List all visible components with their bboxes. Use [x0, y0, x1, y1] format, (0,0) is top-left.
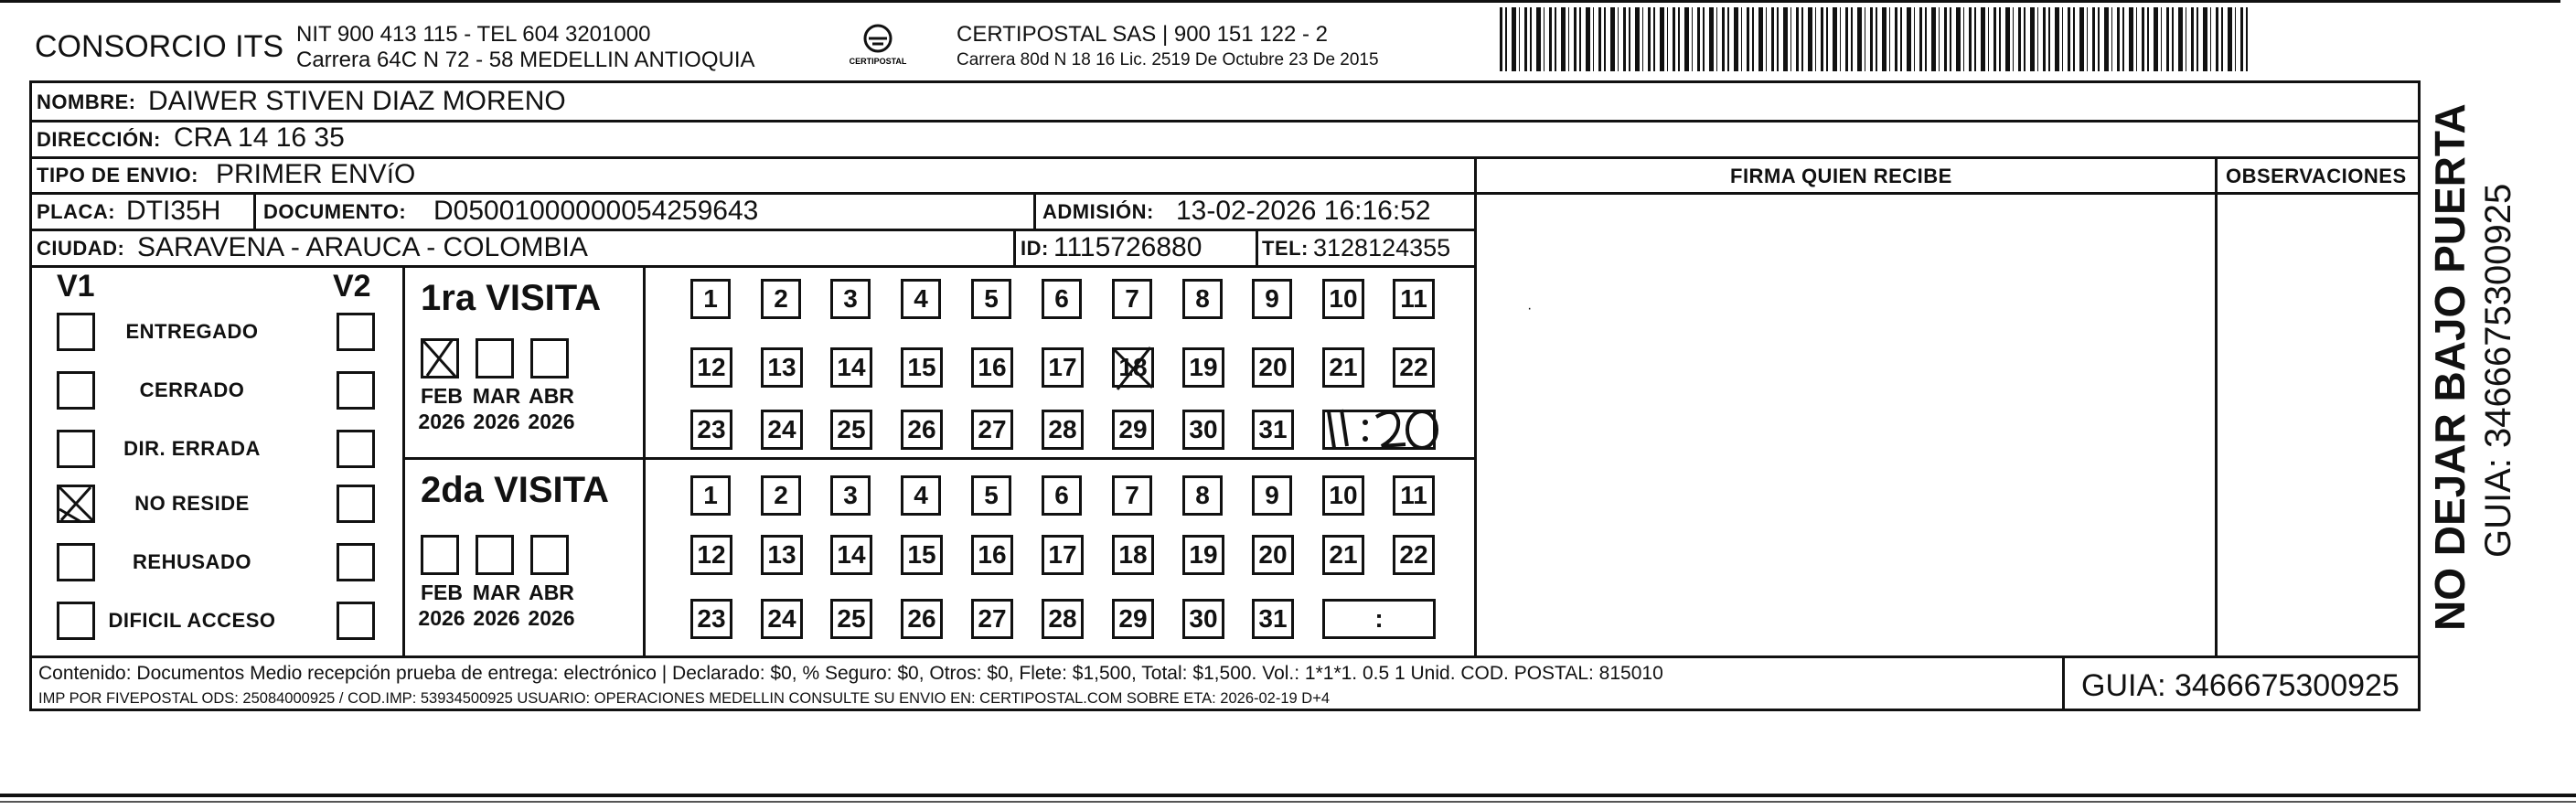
direccion-label: DIRECCIÓN:: [37, 128, 161, 151]
day-box[interactable]: 10: [1322, 475, 1364, 516]
id-label: ID:: [1021, 237, 1049, 260]
day-box[interactable]: 28: [1042, 599, 1084, 639]
year-label: 2026: [528, 606, 575, 630]
day-box[interactable]: 11: [1393, 475, 1435, 516]
day-box[interactable]: 11: [1393, 279, 1435, 319]
firma-header: FIRMA QUIEN RECIBE: [1730, 165, 1952, 187]
col-rule-firma: [1474, 156, 1477, 655]
nombre-value: DAIWER STIVEN DIAZ MORENO: [148, 86, 566, 116]
month-label: MAR: [472, 581, 521, 604]
col-rule-tel: [1256, 229, 1258, 265]
day-box[interactable]: 5: [971, 279, 1011, 319]
tel-label: TEL:: [1262, 237, 1309, 260]
day-box[interactable]: 26: [901, 410, 943, 450]
day-box[interactable]: 27: [971, 599, 1013, 639]
company-name: CONSORCIO ITS: [35, 29, 284, 64]
certipostal-logo: [841, 22, 914, 73]
month-checkbox[interactable]: [421, 338, 459, 378]
day-box[interactable]: 29: [1112, 599, 1154, 639]
visit1-title: 1ra VISITA: [421, 278, 602, 318]
v2-header: V2: [333, 269, 371, 304]
day-box[interactable]: 31: [1252, 599, 1294, 639]
stray-mark: ·: [1527, 301, 1533, 316]
month-label: ABR: [529, 581, 574, 604]
day-box[interactable]: 21: [1322, 347, 1364, 388]
tipo-envio-value: PRIMER ENVíO: [216, 159, 416, 189]
day-box[interactable]: 12: [690, 347, 732, 388]
day-box[interactable]: 8: [1182, 475, 1223, 516]
day-box[interactable]: 20: [1252, 347, 1294, 388]
direccion-value: CRA 14 16 35: [174, 123, 345, 153]
day-box[interactable]: 14: [830, 347, 872, 388]
year-label: 2026: [418, 606, 465, 630]
id-value: 1115726880: [1053, 232, 1202, 262]
documento-value: D05001000000054259643: [433, 196, 759, 226]
day-box[interactable]: 7: [1112, 475, 1152, 516]
top-rule: [0, 0, 2560, 3]
placa-value: DTI35H: [126, 196, 221, 226]
nombre-label: NOMBRE:: [37, 91, 136, 113]
barcode: [1500, 7, 2250, 71]
day-box[interactable]: 12: [690, 535, 732, 575]
day-box[interactable]: 19: [1182, 535, 1224, 575]
certipostal-logo-icon: [841, 22, 914, 73]
side-guia: GUIA: 3466675300925: [2478, 183, 2518, 558]
month-checkbox[interactable]: [476, 535, 514, 575]
ciudad-label: CIUDAD:: [37, 237, 125, 260]
day-box[interactable]: 1: [690, 279, 731, 319]
month-checkbox[interactable]: [421, 535, 459, 575]
row-rule-3: [29, 192, 2421, 195]
day-box[interactable]: 9: [1252, 475, 1292, 516]
status-label: REHUSADO: [133, 550, 251, 573]
day-box[interactable]: 15: [901, 535, 943, 575]
status-label: ENTREGADO: [125, 320, 259, 343]
col-rule-id: [1013, 229, 1016, 265]
year-label: 2026: [528, 410, 575, 433]
v1-header: V1: [57, 269, 95, 304]
col-rule-days: [643, 265, 646, 655]
day-box[interactable]: 14: [830, 535, 872, 575]
day-box[interactable]: 18: [1112, 535, 1154, 575]
day-box[interactable]: 6: [1042, 475, 1082, 516]
month-checkbox[interactable]: [530, 338, 569, 378]
day-box[interactable]: 23: [690, 599, 732, 639]
day-box[interactable]: 2: [761, 475, 801, 516]
day-box[interactable]: 13: [761, 535, 803, 575]
footer-imp: IMP POR FIVEPOSTAL ODS: 25084000925 / COD.IMP: 53934500925 USUARIO: OPERACIONES MEDELLIN CONSULTE SU ENVIO EN: CERTIPOSTAL.COM SOBRE ETA: 2026-02-19 D+4: [38, 690, 1331, 707]
v2-checkbox[interactable]: [337, 485, 375, 523]
v2-checkbox[interactable]: [337, 371, 375, 410]
day-box[interactable]: 3: [830, 475, 871, 516]
day-box[interactable]: 29: [1112, 410, 1154, 450]
day-box[interactable]: 17: [1042, 347, 1084, 388]
admision-label: ADMISIÓN:: [1042, 200, 1154, 223]
year-label: 2026: [473, 410, 520, 433]
time-box[interactable]: :: [1322, 599, 1436, 639]
tipo-envio-label: TIPO DE ENVIO:: [37, 164, 198, 187]
month-label: FEB: [421, 581, 463, 604]
footer-contenido: Contenido: Documentos Medio recepción prueba de entrega: electrónico | Declarado: $0, % Seguro: $0, Otros: $0, Flete: $1,500, Total: $1,500. Vol.: 1*1*1. 0.5 1 Unid. COD. POSTAL: 815010: [38, 663, 1663, 684]
visit2-title: 2da VISITA: [421, 470, 609, 510]
handwritten-time-mark: [1321, 404, 1440, 453]
col-rule-placa: [253, 192, 256, 229]
day-box[interactable]: 28: [1042, 410, 1084, 450]
day-box[interactable]: 31: [1252, 410, 1294, 450]
day-box[interactable]: 22: [1393, 347, 1435, 388]
check-x-icon: [1108, 344, 1160, 393]
day-box[interactable]: 30: [1182, 410, 1224, 450]
day-box[interactable]: 4: [901, 475, 941, 516]
day-box[interactable]: 21: [1322, 535, 1364, 575]
tel-value: 3128124355: [1313, 234, 1451, 261]
day-box[interactable]: 7: [1112, 279, 1152, 319]
day-box[interactable]: 23: [690, 410, 732, 450]
side-warning: NO DEJAR BAJO PUERTA: [2426, 103, 2474, 631]
month-label: ABR: [529, 384, 574, 408]
row-rule-5: [29, 265, 1474, 268]
day-box[interactable]: 8: [1182, 279, 1223, 319]
day-box[interactable]: 10: [1322, 279, 1364, 319]
footer-guia: GUIA: 3466675300925: [2081, 668, 2400, 703]
company-address: Carrera 64C N 72 - 58 MEDELLIN ANTIOQUIA: [296, 48, 755, 72]
check-x-icon: [418, 336, 464, 383]
col-rule-admision: [1033, 192, 1036, 229]
col-rule-guia: [2062, 655, 2065, 711]
documento-label: DOCUMENTO:: [263, 200, 407, 223]
month-label: FEB: [421, 384, 463, 408]
day-box[interactable]: 2: [761, 279, 801, 319]
row-rule-1: [29, 120, 2421, 123]
day-box[interactable]: 16: [971, 347, 1013, 388]
month-label: MAR: [472, 384, 521, 408]
bottom-rule-1: [0, 794, 2576, 797]
day-box[interactable]: 4: [901, 279, 941, 319]
day-box[interactable]: 5: [971, 475, 1011, 516]
day-box[interactable]: 15: [901, 347, 943, 388]
day-box[interactable]: 26: [901, 599, 943, 639]
col-rule-obs: [2215, 156, 2218, 655]
status-label: DIR. ERRADA: [123, 437, 261, 460]
day-box[interactable]: 30: [1182, 599, 1224, 639]
bottom-rule-2: [0, 801, 2576, 803]
day-check-mark: [1108, 344, 1160, 398]
carrier-line: CERTIPOSTAL SAS | 900 151 122 - 2: [957, 22, 1328, 47]
status-label: CERRADO: [139, 378, 245, 401]
col-rule-status: [402, 265, 405, 655]
month-checkbox[interactable]: [476, 338, 514, 378]
day-box[interactable]: 25: [830, 410, 872, 450]
month-checkbox[interactable]: [530, 535, 569, 575]
day-box[interactable]: 25: [830, 599, 872, 639]
observaciones-header: OBSERVACIONES: [2226, 165, 2407, 187]
day-box[interactable]: 1: [690, 475, 731, 516]
status-label: DIFICIL ACCESO: [108, 609, 276, 632]
day-box[interactable]: 27: [971, 410, 1013, 450]
day-box[interactable]: 3: [830, 279, 871, 319]
year-label: 2026: [473, 606, 520, 630]
day-box[interactable]: 24: [761, 599, 803, 639]
admision-value: 13-02-2026 16:16:52: [1176, 196, 1431, 226]
placa-label: PLACA:: [37, 200, 116, 223]
day-box[interactable]: 22: [1393, 535, 1435, 575]
day-box[interactable]: 24: [761, 410, 803, 450]
company-nit: NIT 900 413 115 - TEL 604 3201000: [296, 22, 651, 47]
svg-text:CERTIPOSTAL: CERTIPOSTAL: [849, 57, 907, 66]
ciudad-value: SARAVENA - ARAUCA - COLOMBIA: [137, 232, 588, 262]
day-box[interactable]: 13: [761, 347, 803, 388]
v2-checkbox[interactable]: [337, 430, 375, 468]
v2-checkbox[interactable]: [337, 602, 375, 640]
v2-checkbox[interactable]: [337, 313, 375, 351]
visit-divider: [402, 457, 1474, 460]
v2-checkbox[interactable]: [337, 543, 375, 581]
day-box[interactable]: 20: [1252, 535, 1294, 575]
day-box[interactable]: 16: [971, 535, 1013, 575]
day-box[interactable]: 6: [1042, 279, 1082, 319]
day-box[interactable]: 9: [1252, 279, 1292, 319]
day-box[interactable]: 18: [1112, 347, 1154, 388]
status-label: NO RESIDE: [134, 492, 250, 515]
carrier-address: Carrera 80d N 18 16 Lic. 2519 De Octubre 23 De 2015: [957, 50, 1379, 69]
year-label: 2026: [418, 410, 465, 433]
day-box[interactable]: 17: [1042, 535, 1084, 575]
day-box[interactable]: 19: [1182, 347, 1224, 388]
